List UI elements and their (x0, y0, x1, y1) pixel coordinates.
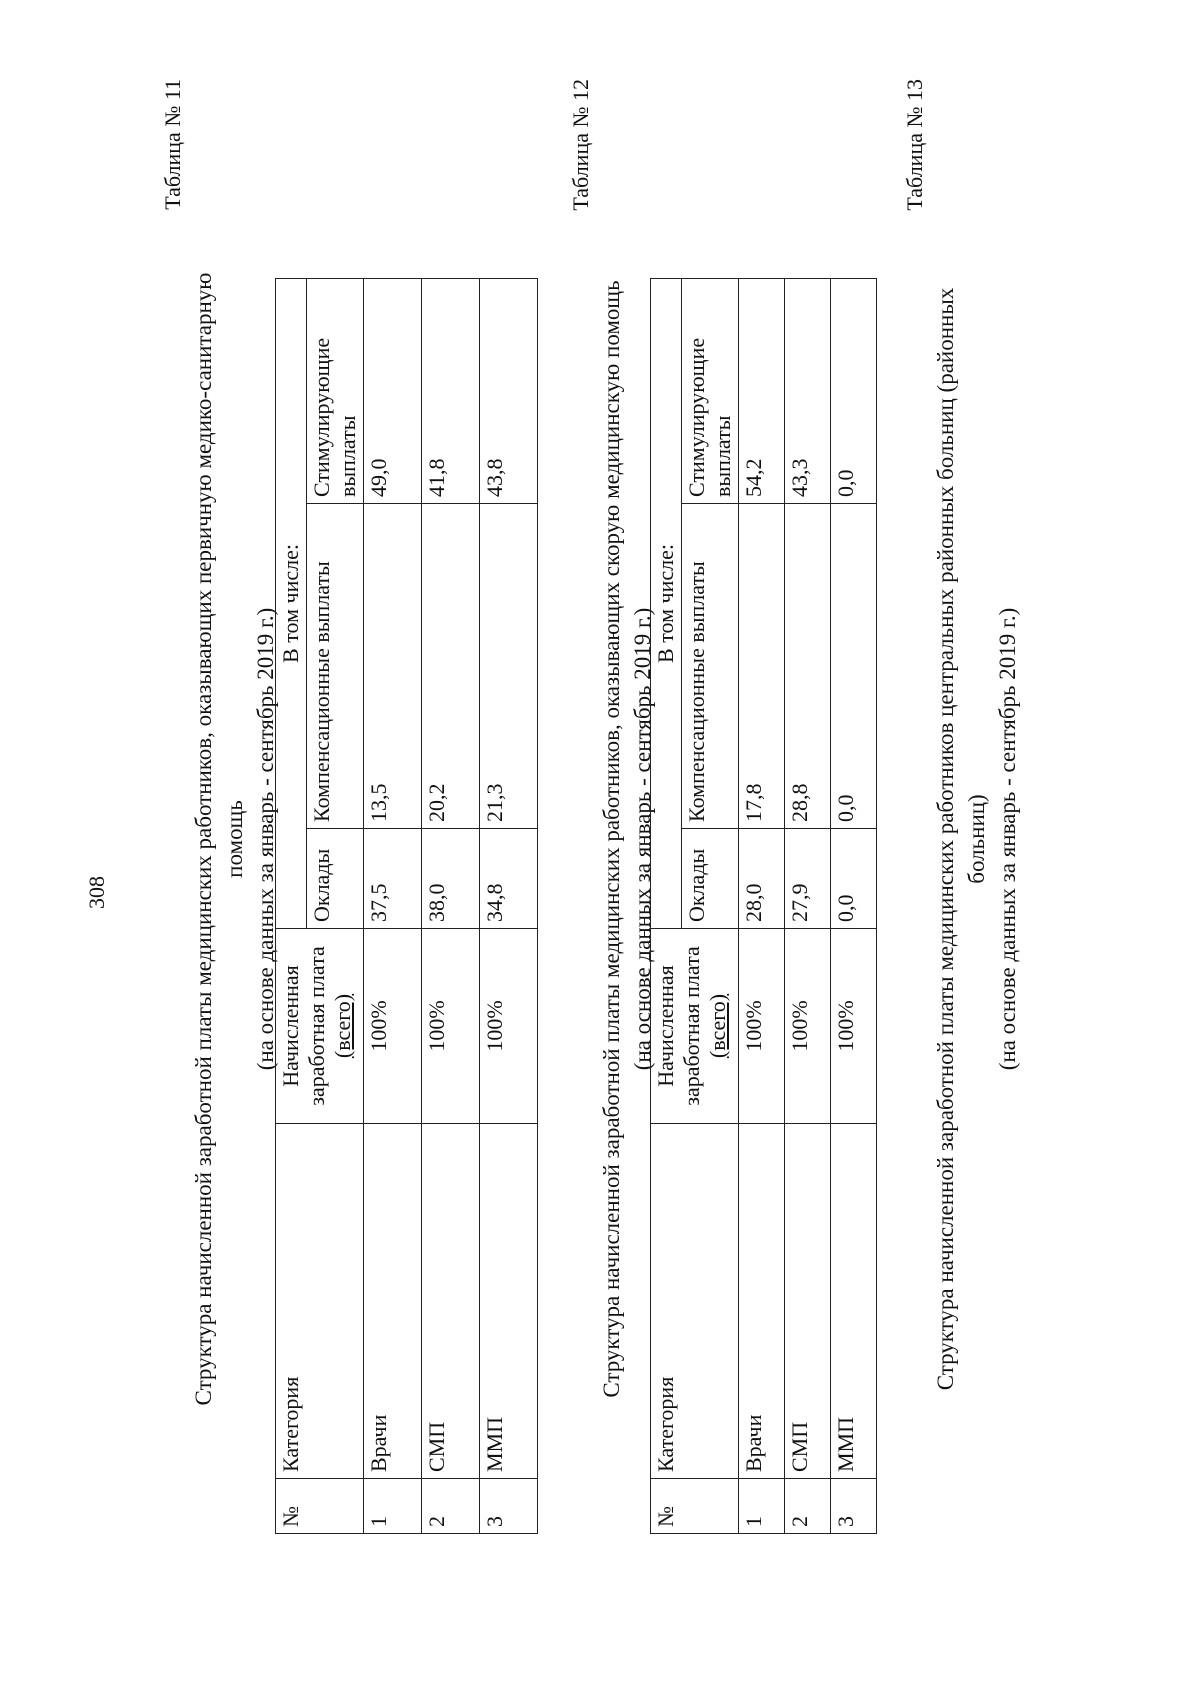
cell-salary: 28,0 (739, 829, 785, 929)
table-row (480, 278, 538, 1533)
cell-category: Врачи (739, 1124, 785, 1479)
cell-compensation: 20,2 (422, 504, 480, 829)
table-13-subtitle: (на основе данных за январь - сентябрь 2019 г.) (995, 607, 1020, 1071)
cell-total: 100% (364, 929, 422, 1124)
table-12-label: Таблица № 12 (568, 79, 593, 211)
table-row (364, 278, 422, 1533)
header-total-line-1: Начисленная заработная плата (278, 946, 329, 1106)
header-category: Категория (276, 1124, 364, 1479)
cell-salary: 0,0 (831, 829, 877, 929)
cell-num: 1 (364, 1479, 422, 1534)
cell-total: 100% (422, 929, 480, 1124)
header-category: Категория (651, 1124, 739, 1479)
cell-total: 100% (831, 929, 877, 1124)
cell-category: Врачи (364, 1124, 422, 1479)
cell-incentive: 54,2 (739, 278, 785, 503)
header-total-line-2: (всего) (330, 993, 355, 1059)
cell-num: 2 (422, 1479, 480, 1534)
table-11 (275, 278, 538, 1534)
header-total-line-1: Начисленная заработная плата (653, 946, 704, 1106)
header-total (651, 929, 739, 1124)
header-incentive: Стимулирующие выплаты (307, 278, 364, 503)
header-incentive: Стимулирующие выплаты (682, 278, 739, 503)
table-13-title-line-1: Структура начисленной заработной платы медицинских работников центральных районных больниц (районных (933, 287, 958, 1391)
header-num: № (276, 1479, 364, 1534)
table-row (785, 278, 831, 1533)
cell-incentive: 43,8 (480, 278, 538, 503)
cell-incentive: 0,0 (831, 278, 877, 503)
cell-num: 2 (785, 1479, 831, 1534)
cell-compensation: 13,5 (364, 504, 422, 829)
cell-num: 1 (739, 1479, 785, 1534)
table-11-label: Таблица № 11 (160, 79, 185, 210)
table-12-header-row (651, 278, 682, 1533)
cell-compensation: 17,8 (739, 504, 785, 829)
header-total-line-2: (всего) (705, 993, 730, 1059)
cell-compensation: 0,0 (831, 504, 877, 829)
cell-total: 100% (739, 929, 785, 1124)
page-number: 308 (84, 876, 109, 909)
table-12-title-line-1: Структура начисленной заработной платы медицинских работников, оказывающих скорую медицинскую помощь (599, 280, 624, 1398)
table-13-title (930, 89, 1023, 1589)
cell-category: СМП (785, 1124, 831, 1479)
table-13-label: Таблица № 13 (902, 79, 927, 211)
table-11-title-line-1: Структура начисленной заработной платы медицинских работников, оказывающих первичную медико-санитарную (191, 272, 216, 1406)
table-11-title (188, 89, 281, 1589)
cell-num: 3 (831, 1479, 877, 1534)
header-num: № (651, 1479, 739, 1534)
header-compensation: Компенсационные выплаты (307, 504, 364, 829)
cell-compensation: 21,3 (480, 504, 538, 829)
cell-incentive: 49,0 (364, 278, 422, 503)
table-11-subtitle: (на основе данных за январь - сентябрь 2019 г.) (253, 607, 278, 1071)
cell-salary: 37,5 (364, 829, 422, 929)
table-row (422, 278, 480, 1533)
cell-num: 3 (480, 1479, 538, 1534)
table-11-title-line-2: помощь (222, 800, 247, 878)
table-13-title-line-2: больниц) (964, 794, 989, 884)
header-including: В том числе: (276, 278, 307, 928)
cell-category: СМП (422, 1124, 480, 1479)
table-12-title (596, 89, 658, 1589)
table-row (831, 278, 877, 1533)
cell-incentive: 43,3 (785, 278, 831, 503)
table-row (739, 278, 785, 1533)
cell-salary: 34,8 (480, 829, 538, 929)
cell-total: 100% (480, 929, 538, 1124)
header-salary: Оклады (307, 829, 364, 929)
table-12-subtitle: (на основе данных за январь - сентябрь 2019 г.) (630, 607, 655, 1071)
header-total (276, 929, 364, 1124)
header-salary: Оклады (682, 829, 739, 929)
cell-salary: 38,0 (422, 829, 480, 929)
cell-total: 100% (785, 929, 831, 1124)
table-11-header-row (276, 278, 307, 1533)
cell-salary: 27,9 (785, 829, 831, 929)
cell-category: ММП (480, 1124, 538, 1479)
header-compensation: Компенсационные выплаты (682, 504, 739, 829)
cell-category: ММП (831, 1124, 877, 1479)
cell-compensation: 28,8 (785, 504, 831, 829)
table-12 (650, 278, 877, 1534)
cell-incentive: 41,8 (422, 278, 480, 503)
header-including: В том числе: (651, 278, 682, 928)
